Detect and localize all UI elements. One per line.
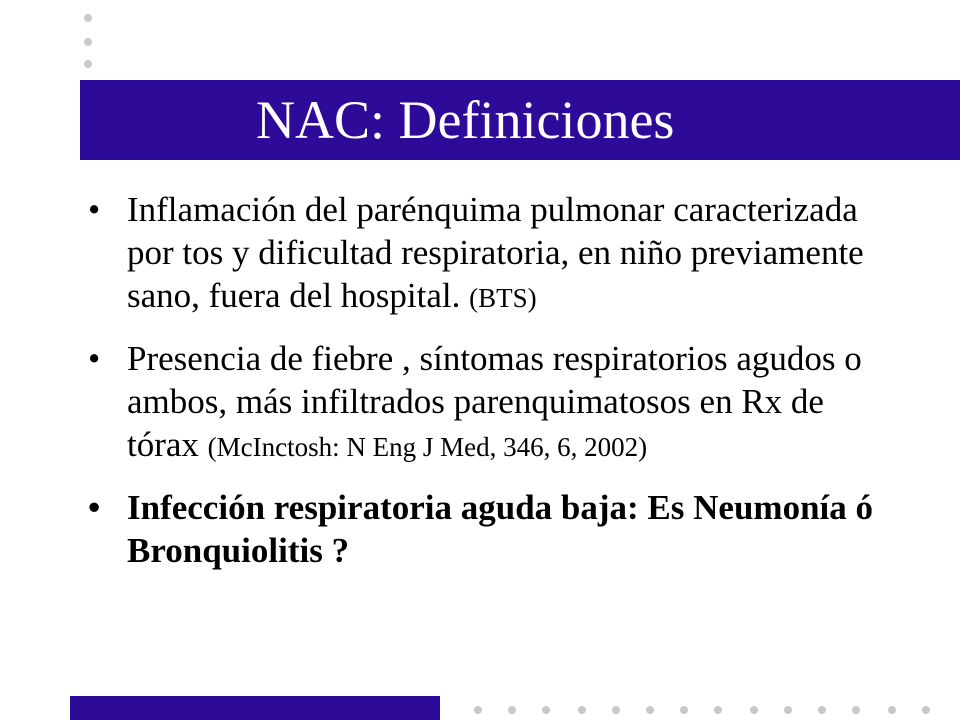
decorative-dot	[852, 706, 860, 714]
decorative-dot	[84, 14, 92, 22]
bullet-text: Infección respiratoria aguda baja: Es Neumonía ó Bronquiolitis ?	[127, 488, 874, 570]
slide-title: NAC: Definiciones	[256, 90, 675, 150]
decorative-dot	[784, 706, 792, 714]
bullet-text: Presencia de fiebre , síntomas respiratorios agudos o ambos, más infiltrados parenquimatosos en Rx de tórax	[127, 339, 862, 464]
bullet-marker: •	[88, 339, 101, 378]
decorative-dot	[578, 706, 586, 714]
decorative-dot	[474, 706, 482, 714]
bullet-marker: •	[88, 190, 101, 229]
bullet-item	[88, 486, 878, 572]
decorative-dot	[680, 706, 688, 714]
decorative-dot	[84, 60, 92, 68]
decorative-dot	[612, 706, 620, 714]
citation: (McInctosh: N Eng J Med, 346, 6, 2002)	[207, 432, 648, 462]
decorative-dot	[922, 706, 930, 714]
title-bar	[80, 80, 960, 160]
decorative-dot	[888, 706, 896, 714]
bottom-accent-bar	[70, 696, 440, 720]
decorative-dot	[542, 706, 550, 714]
bullet-item	[88, 337, 878, 469]
decorative-dot	[84, 38, 92, 46]
bullet-text: Inflamación del parénquima pulmonar caracterizada por tos y dificultad respiratoria, en niño previamente sano, fuera del hospital.	[127, 190, 864, 315]
decorative-dot	[750, 706, 758, 714]
bullet-item	[88, 188, 878, 320]
citation: (BTS)	[469, 283, 537, 313]
decorative-dot	[714, 706, 722, 714]
decorative-dot	[508, 706, 516, 714]
bullet-marker: •	[88, 488, 101, 527]
decorative-dot	[646, 706, 654, 714]
bullet-list	[88, 188, 878, 589]
decorative-dot	[818, 706, 826, 714]
